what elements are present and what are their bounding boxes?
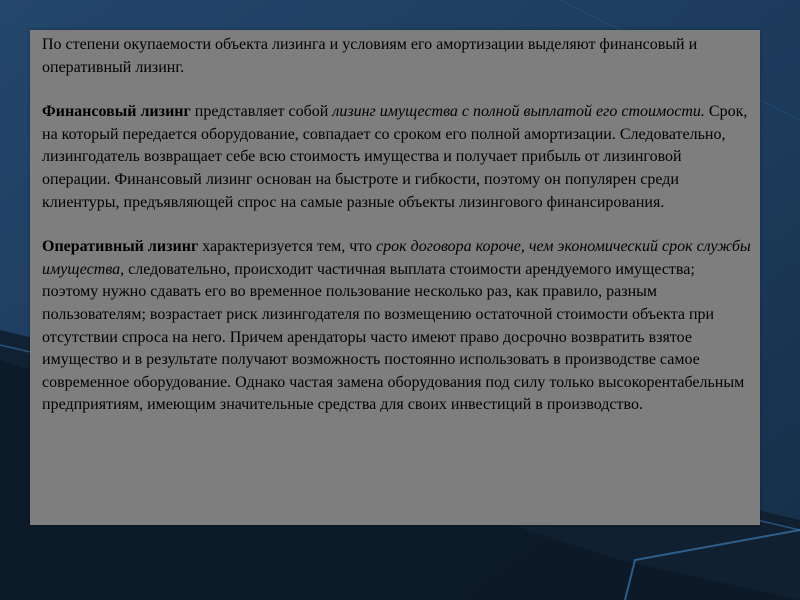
slide-content bbox=[42, 34, 754, 417]
financial-emphasis: лизинг имущества с полной выплатой его стоимости. bbox=[332, 103, 705, 121]
intro-paragraph: По степени окупаемости объекта лизинга и условиям его амортизации выделяют финансовый и оперативный лизинг. bbox=[42, 36, 698, 76]
operational-term: Оперативный лизинг bbox=[42, 238, 199, 256]
operational-emphasis: срок договора короче, чем экономический срок службы имущества, bbox=[42, 238, 751, 278]
paragraph-gap bbox=[42, 79, 754, 101]
financial-term: Финансовый лизинг bbox=[42, 103, 191, 121]
paragraph-gap bbox=[42, 214, 754, 236]
financial-paragraph bbox=[42, 101, 754, 214]
operational-lead: характеризуется тем, что bbox=[198, 238, 377, 256]
financial-lead: представляет собой bbox=[190, 103, 333, 121]
financial-body: Срок, на который передается оборудование, совпадает со сроком его полной амортизации. Следовательно, лизингодатель возвращает себе всю стоимость имущества и получает прибыль от лизинговой операции. Финансовый лизинг основан на быстроте и гибкости, поэтому он популярен среди клиентуры, предъявляющей спрос на самые разные объекты лизингового финансирования. bbox=[42, 103, 748, 211]
operational-body: следовательно, происходит частичная выплата стоимости арендуемого имущества; поэтому нужно сдавать его во временное пользование несколько раз, как правило, разным пользователям; возрастает риск лизингодателя по возмещению остаточной стоимости объекта при отсутствии спроса на него. Причем арендаторы часто имеют право досрочно возвратить взятое имущество и в результате получают возможность постоянно использовать в производстве самое современное оборудование. Однако частая замена оборудования под силу только высокорентабельным предприятиям, имеющим значительные средства для своих инвестиций в производство. bbox=[42, 260, 745, 414]
operational-paragraph bbox=[42, 236, 754, 417]
